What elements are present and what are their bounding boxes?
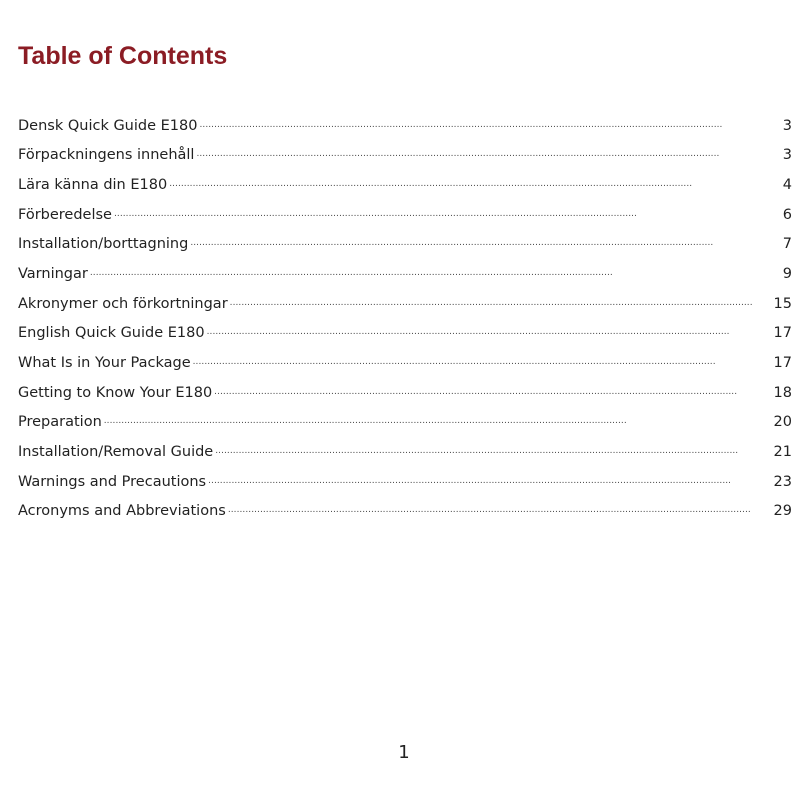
toc-dot-leader	[208, 471, 771, 486]
toc-entry-page: 20	[773, 414, 792, 431]
toc-entry-page: 7	[782, 236, 792, 253]
toc-entry-densk-quick-guide[interactable]	[18, 115, 792, 145]
toc-dot-leader	[207, 323, 772, 338]
toc-dot-leader	[190, 234, 780, 249]
toc-entry-preparation[interactable]	[18, 412, 792, 442]
toc-entry-varningar[interactable]	[18, 263, 792, 293]
toc-entry-label: What Is in Your Package	[18, 355, 191, 371]
toc-entry-page: 18	[773, 384, 792, 401]
toc-dot-leader	[114, 204, 781, 219]
toc-entry-page: 4	[782, 176, 792, 193]
toc-entry-akronymer[interactable]	[18, 293, 792, 323]
page-title: Table of Contents	[18, 42, 228, 70]
page-number: 1	[398, 742, 410, 763]
toc-entry-page: 3	[782, 117, 792, 134]
toc-entry-forpackningens-innehall[interactable]	[18, 145, 792, 175]
toc-entry-label: Warnings and Precautions	[18, 473, 207, 490]
toc-dot-leader	[199, 115, 780, 130]
toc-entry-label: Förberedelse	[18, 206, 112, 223]
toc-entry-label: Installation/Removal Guide	[18, 444, 214, 461]
toc-dot-leader	[193, 353, 772, 368]
toc-dot-leader	[104, 412, 772, 427]
toc-entry-label: Varningar	[18, 265, 88, 282]
toc-entry-acronyms-abbreviations[interactable]	[18, 501, 792, 531]
toc-entry-label: Lära känna din E180	[18, 176, 168, 193]
toc-entry-getting-to-know[interactable]	[18, 382, 792, 412]
toc-entry-installation-removal[interactable]	[18, 442, 792, 472]
toc-entry-package-contents[interactable]	[18, 353, 792, 383]
toc-dot-leader	[196, 145, 780, 160]
toc-list	[18, 115, 792, 531]
toc-entry-label: Preparation	[18, 414, 102, 431]
toc-entry-installation-borttagning[interactable]	[18, 234, 792, 264]
toc-dot-leader	[230, 293, 772, 308]
toc-entry-label: Getting to Know Your E180	[18, 384, 213, 401]
toc-entry-label: Förpackningens innehåll	[18, 147, 195, 164]
toc-entry-page: 15	[773, 295, 792, 312]
toc-entry-page: 23	[773, 473, 792, 490]
toc-dot-leader	[169, 174, 781, 189]
toc-entry-page: 17	[773, 355, 792, 371]
toc-entry-page: 21	[773, 444, 792, 461]
toc-entry-page: 9	[782, 265, 792, 282]
toc-entry-warnings-precautions[interactable]	[18, 471, 792, 501]
toc-entry-label: Densk Quick Guide E180	[18, 117, 198, 134]
toc-entry-page: 17	[773, 325, 792, 342]
toc-entry-label: Acronyms and Abbreviations	[18, 503, 226, 520]
toc-entry-label: Installation/borttagning	[18, 236, 189, 253]
toc-entry-page: 6	[782, 206, 792, 223]
toc-dot-leader	[214, 382, 771, 397]
toc-entry-page: 29	[773, 503, 792, 520]
toc-entry-english-quick-guide[interactable]	[18, 323, 792, 353]
toc-dot-leader	[228, 501, 772, 516]
toc-entry-label: English Quick Guide E180	[18, 325, 205, 342]
toc-dot-leader	[90, 263, 781, 278]
toc-entry-label: Akronymer och förkortningar	[18, 295, 228, 312]
toc-entry-lara-kanna-din[interactable]	[18, 174, 792, 204]
toc-entry-page: 3	[782, 147, 792, 164]
toc-dot-leader	[215, 442, 771, 457]
toc-entry-forberedelse[interactable]	[18, 204, 792, 234]
